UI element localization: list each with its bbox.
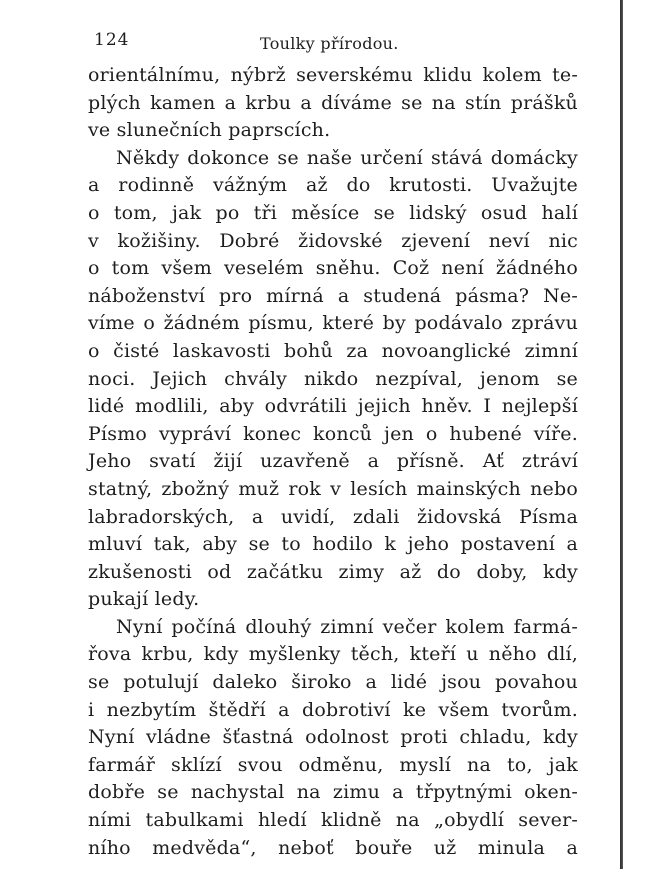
text-line: zkušenosti od začátku zimy až do doby, kdy [88, 560, 578, 583]
text-line: orientálnímu, nýbrž severskému klidu kolem te- [88, 64, 578, 86]
text-line: pukají ledy. [88, 588, 200, 611]
text-line: farmář sklízí svou odměnu, myslí na to, jak [88, 753, 578, 776]
text-line: náboženství pro mírná a studená pásma? Ne- [88, 284, 578, 307]
text-line: o tom všem veselém sněhu. Což není žádného [88, 257, 578, 280]
running-title: Toulky přírodou. [260, 34, 399, 53]
page-header [0, 28, 620, 58]
text-line: ve slunečních paprscích. [88, 119, 331, 142]
text-line: řova krbu, kdy myšlenky těch, kteří u něho dlí, [88, 643, 578, 666]
text-line: se potulují daleko široko a lidé jsou povahou [88, 671, 578, 694]
text-line: Nyní vládne šťastná odolnost proti chladu, kdy [88, 726, 578, 749]
text-line: lidé modlili, aby odvrátili jejich hněv. I nejlepší [88, 395, 578, 418]
text-line: plých kamen a krbu a díváme se na stín prášků [88, 91, 578, 114]
page-number: 124 [94, 30, 130, 50]
text-line: a rodinně vážným až do krutosti. Uvažujte [88, 174, 578, 197]
text-line: labradorských, a uvidí, zdali židovská Písma [88, 505, 578, 528]
text-line: v kožišiny. Dobré židovské zjevení neví nic [88, 229, 578, 252]
paragraph-start-line: Nyní počíná dlouhý zimní večer kolem farmá- [116, 615, 578, 638]
text-line: statný, zbožný muž rok v lesích mainských nebo [88, 477, 578, 500]
text-line: ními tabulkami hledí klidně na „obydlí sever- [88, 809, 578, 832]
text-line: i nezbytím štědří a dobrotiví ke všem tvorům. [88, 698, 578, 721]
text-line: Písmo vypráví konec konců jen o hubené víře. [88, 422, 578, 445]
text-line: ního medvěda“, neboť bouře už minula a [88, 836, 578, 859]
text-line: mluví tak, aby se to hodilo k jeho postavení a [88, 533, 578, 556]
text-line: noci. Jejich chvály nikdo nezpíval, jenom se [88, 367, 578, 390]
text-line: dobře se nachystal na zimu a třpytnými oken- [88, 781, 578, 804]
page-edge [620, 0, 623, 869]
text-line: Jeho svatí žijí uzavřeně a přísně. Ať ztráví [88, 450, 578, 473]
text-line: o čisté laskavosti bohů za novoanglické zimní [88, 339, 578, 362]
text-line: o tom, jak po tři měsíce se lidský osud halí [88, 201, 578, 224]
paragraph-start-line: Někdy dokonce se naše určení stává domácky [116, 146, 578, 169]
body-text [88, 62, 578, 862]
text-line: víme o žádném písmu, které by podávalo zprávu [88, 312, 578, 335]
